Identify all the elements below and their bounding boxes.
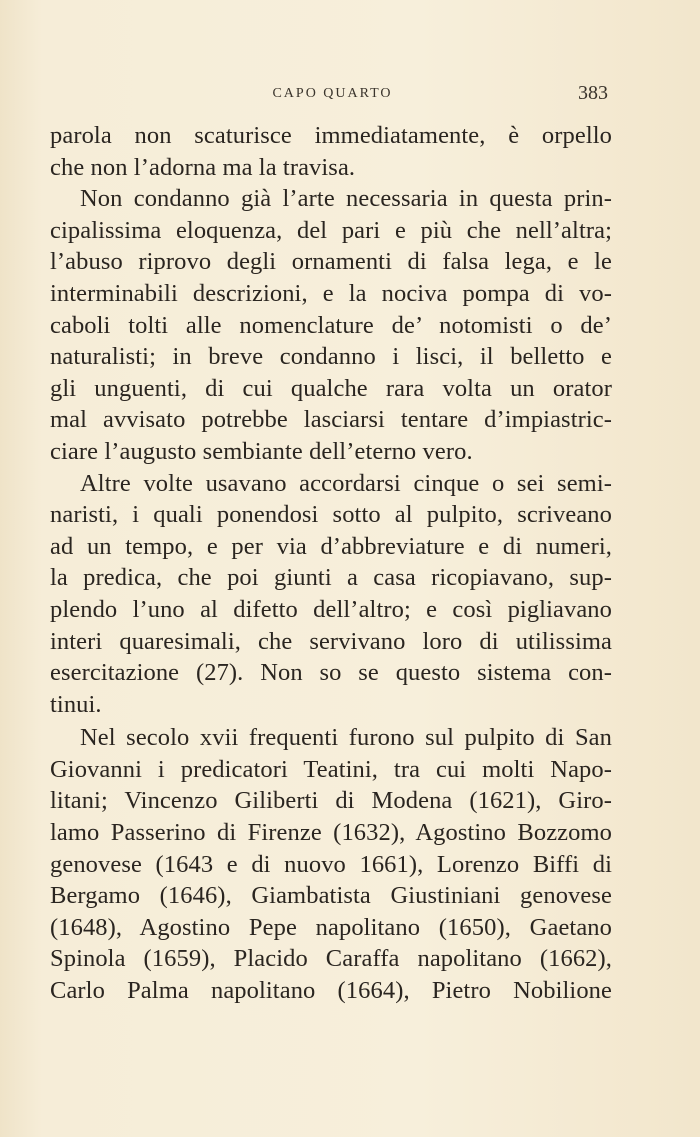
text-line: parola non scaturisce immediatamente, è orpello	[50, 122, 612, 149]
text-line: litani; Vincenzo Giliberti di Modena (1621), Giro-	[50, 787, 612, 815]
page-header	[0, 82, 700, 106]
page-number: 383	[578, 82, 608, 104]
text-line: l’abuso riprovo degli ornamenti di falsa lega, e le	[50, 248, 612, 276]
running-head: CAPO QUARTO	[272, 86, 393, 101]
text-line: interi quaresimali, che servivano loro di utilissima	[50, 627, 612, 655]
text-line: mal avvisato potrebbe lasciarsi tentare d’impiastric-	[50, 406, 612, 434]
text-line: (1648), Agostino Pepe napolitano (1650), Gaetano	[50, 913, 612, 941]
text-line: Spinola (1659), Placido Caraffa napolitano (1662),	[50, 945, 612, 973]
text-line: interminabili descrizioni, e la nociva pompa di vo-	[50, 279, 612, 307]
text-line: Non condanno già l’arte necessaria in questa prin-	[80, 185, 612, 213]
text-line: plendo l’uno al difetto dell’altro; e così pigliavano	[50, 595, 612, 623]
text-line: Giovanni i predicatori Teatini, tra cui molti Napo-	[50, 755, 612, 783]
text-line: naturalisti; in breve condanno i lisci, il belletto e	[50, 343, 612, 371]
text-line: genovese (1643 e di nuovo 1661), Lorenzo Biffi di	[50, 850, 612, 878]
text-line: Nel secolo xvii frequenti furono sul pulpito di San	[80, 724, 612, 752]
text-line: caboli tolti alle nomenclature de’ notomisti o de’	[50, 311, 612, 339]
text-line: che non l’adorna ma la travisa.	[50, 153, 356, 181]
text-line: cipalissima eloquenza, del pari e più che nell’altra;	[50, 216, 612, 244]
text-line: lamo Passerino di Firenze (1632), Agostino Bozzomo	[50, 819, 612, 847]
body-text	[50, 120, 612, 1007]
text-line: ciare l’augusto sembiante dell’eterno vero.	[50, 437, 473, 465]
text-line: Altre volte usavano accordarsi cinque o sei semi-	[80, 469, 612, 497]
text-line: Bergamo (1646), Giambatista Giustiniani genovese	[50, 882, 612, 910]
text-line: gli unguenti, di cui qualche rara volta un orator	[50, 374, 612, 402]
text-line: Carlo Palma napolitano (1664), Pietro Nobilione	[50, 977, 612, 1005]
text-line: esercitazione (27). Non so se questo sistema con-	[50, 659, 612, 687]
text-line: naristi, i quali ponendosi sotto al pulpito, scriveano	[50, 501, 612, 529]
text-line: ad un tempo, e per via d’abbreviature e di numeri,	[50, 532, 612, 560]
text-line: la predica, che poi giunti a casa ricopiavano, sup-	[50, 564, 612, 592]
text-line: tinui.	[50, 690, 102, 718]
